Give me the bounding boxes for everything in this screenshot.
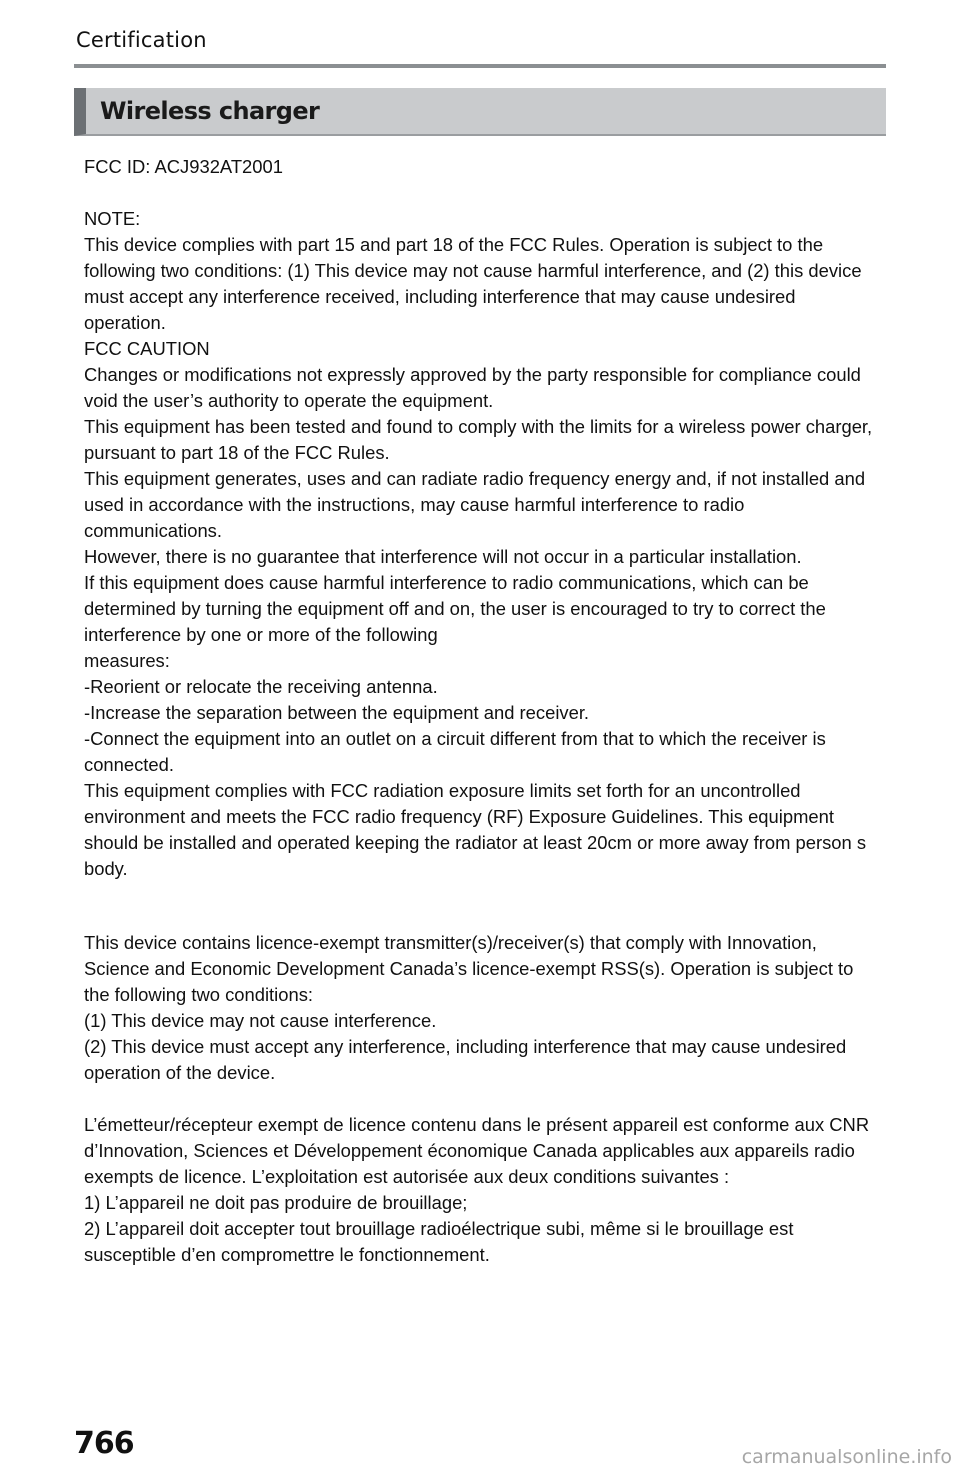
canada-fr-condition-2: 2) L’appareil doit accepter tout brouillage radioélectrique subi, même si le brouillage est susceptible d’en compromettre le fonctionnement. [84,1218,794,1265]
measures-intro: If this equipment does cause harmful interference to radio communications, which can be determined by turning the equipment off and on, the user is encouraged to try to correct the interference by one or more of the following [84,572,826,645]
canada-en-intro: This device contains licence-exempt transmitter(s)/receiver(s) that comply with Innovation, Science and Economic Development Canada’s licence-exempt RSS(s). Operation is subject to the following two conditions: [84,932,854,1005]
section-title: Wireless charger [100,97,320,125]
measures-intro-label: measures: [84,650,170,671]
canada-fr-condition-1: 1) L’appareil ne doit pas produire de brouillage; [84,1192,468,1213]
tested-text: This equipment has been tested and found to comply with the limits for a wireless power charger, pursuant to part 18 of the FCC Rules. [84,416,873,463]
canada-en-condition-2: (2) This device must accept any interference, including interference that may cause undesired operation of the device. [84,1036,847,1083]
note-text: This device complies with part 15 and part 18 of the FCC Rules. Operation is subject to the following two conditions: (1) This device may not cause harmful interference, and (2) this device must accept any interference received, including interference that may cause undesired operation. [84,234,862,333]
watermark: carmanualsonline.info [741,1446,952,1468]
canada-fr-intro: L’émetteur/récepteur exempt de licence contenu dans le présent appareil est conforme aux CNR d’Innovation, Sciences et Développement économique Canada applicables aux appareils radio exempts de licence. L’exploitation est autorisée aux deux conditions suivantes : [84,1114,870,1187]
caution-label: FCC CAUTION [84,338,210,359]
running-header: Certification [76,28,207,52]
page-number: 766 [74,1426,134,1461]
certification-body [84,154,874,1268]
measure-item: -Reorient or relocate the receiving antenna. [84,676,438,697]
section-heading-bar [74,88,886,136]
guarantee-text: However, there is no guarantee that interference will not occur in a particular installation. [84,546,802,567]
note-label: NOTE: [84,208,141,229]
caution-text: Changes or modifications not expressly approved by the party responsible for compliance could void the user’s authority to operate the equipment. [84,364,861,411]
exposure-text: This equipment complies with FCC radiation exposure limits set forth for an uncontrolled environment and meets the FCC radio frequency (RF) Exposure Guidelines. This equipment should be installed and operated keeping the radiator at least 20cm or more away from person s body. [84,780,867,879]
generates-text: This equipment generates, uses and can radiate radio frequency energy and, if not installed and used in accordance with the instructions, may cause harmful interference to radio communications. [84,468,866,541]
canada-en-condition-1: (1) This device may not cause interference. [84,1010,437,1031]
measure-item: -Connect the equipment into an outlet on a circuit different from that to which the receiver is connected. [84,728,826,775]
measure-item: -Increase the separation between the equipment and receiver. [84,702,590,723]
fcc-id: FCC ID: ACJ932AT2001 [84,156,283,177]
header-divider [74,64,886,68]
